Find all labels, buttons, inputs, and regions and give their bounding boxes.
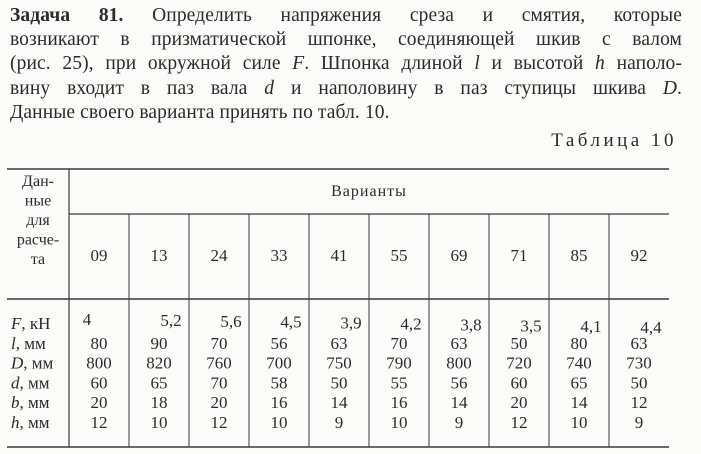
table-cell: 4,4 (640, 318, 662, 338)
table-cell: 50 (510, 333, 528, 353)
table-cell: 14 (570, 393, 588, 413)
table-cell: 16 (390, 393, 408, 413)
row-symbol: h (11, 413, 20, 432)
row-label (10, 354, 54, 373)
problem-text (10, 4, 682, 125)
table-cell: 760 (206, 353, 232, 373)
row-symbol: F (11, 314, 22, 333)
problem-text-run: Определить напряжения среза и смятия, которые (123, 5, 683, 26)
corner-header-line: ные (24, 192, 52, 210)
data-table-grid (5, 167, 695, 449)
table-cell: 12 (90, 413, 108, 432)
variable-symbol: d (264, 77, 275, 99)
problem-text-run: возникают в призматической шпонке, соединяющей шкив с валом (10, 29, 682, 51)
table-cell: 63 (450, 333, 468, 353)
problem-text-run: Данные своего варианта принять по табл. 10. (10, 101, 390, 123)
variant-number: 85 (570, 246, 588, 265)
table-cell: 3,5 (520, 316, 542, 336)
row-symbol: D (11, 353, 24, 373)
table-cell: 56 (270, 333, 288, 353)
problem-text-run: (рис. 25), при окружной силе (10, 53, 293, 75)
variant-number: 92 (630, 246, 648, 265)
table-cell: 20 (510, 393, 528, 413)
variant-number: 24 (210, 246, 228, 265)
variant-number: 13 (150, 246, 168, 265)
table-cell: 730 (626, 353, 652, 373)
table-cell: 820 (146, 353, 172, 373)
table-cell: 10 (570, 413, 588, 432)
table-cell: 740 (566, 353, 592, 373)
table-cell: 70 (390, 333, 408, 353)
variable-symbol: D (662, 77, 678, 99)
variable-symbol: F (292, 53, 305, 75)
table-cell: 4 (82, 310, 92, 329)
variant-number: 33 (270, 246, 288, 265)
table-cell: 12 (630, 393, 648, 413)
table-cell: 3,9 (340, 313, 362, 333)
corner-header-line: расче- (16, 231, 60, 249)
table-cell: 4,5 (280, 312, 302, 332)
row-unit: , мм (15, 333, 46, 353)
problem-text-run: . (677, 77, 683, 99)
row-label (11, 393, 50, 412)
table-cell: 750 (326, 353, 352, 373)
variant-number: 55 (390, 246, 408, 265)
row-unit: , мм (19, 413, 50, 432)
row-unit: , мм (19, 373, 50, 393)
problem-line (10, 101, 682, 125)
row-unit: , мм (19, 393, 50, 413)
row-unit: , кН (21, 314, 51, 333)
table-cell: 12 (510, 413, 528, 432)
row-label (10, 314, 50, 333)
table-cell: 4,2 (400, 314, 422, 334)
problem-text-run: и высотой (479, 53, 596, 75)
problem-text-run: . Шпонка длиной (304, 53, 475, 75)
table-cell: 720 (506, 353, 532, 373)
table-cell: 5,2 (160, 310, 182, 330)
table-cell: 18 (150, 393, 168, 413)
table-cell: 20 (210, 393, 228, 413)
variable-symbol: l (474, 53, 480, 75)
variant-number: 09 (90, 246, 108, 265)
row-label (11, 413, 50, 432)
variable-symbol: h (595, 53, 605, 75)
table-cell: 14 (330, 393, 348, 413)
table-cell: 58 (270, 373, 288, 393)
table-cell: 60 (510, 373, 528, 393)
table-cell: 70 (210, 333, 228, 353)
table-cell: 63 (330, 333, 348, 353)
table-cell: 60 (90, 373, 108, 393)
table-cell: 10 (270, 413, 288, 432)
corner-header-line: та (30, 251, 46, 268)
table-cell: 700 (266, 353, 292, 373)
variant-number: 71 (510, 246, 528, 265)
table-cell: 14 (450, 393, 468, 413)
table-caption: Таблица 10 (551, 130, 677, 151)
table-cell: 56 (450, 373, 468, 393)
variants-header: Варианты (331, 183, 407, 200)
variant-number: 41 (330, 246, 348, 265)
table-cell: 10 (390, 413, 408, 432)
table-cell: 50 (330, 373, 348, 393)
problem-line (10, 77, 682, 101)
table-cell: 80 (90, 333, 108, 353)
table-cell: 9 (634, 413, 644, 432)
table-cell: 16 (270, 393, 288, 413)
data-table (5, 167, 695, 454)
problem-text-run: наполо- (604, 53, 683, 75)
row-label (11, 334, 46, 353)
table-cell: 9 (454, 413, 464, 432)
row-symbol: l (11, 333, 16, 353)
table-cell: 4,1 (580, 317, 602, 337)
problem-text-run: вину входит в паз вала (10, 77, 265, 99)
row-symbol: b (11, 393, 20, 413)
row-label (11, 373, 50, 392)
problem-number: Задача 81. (10, 5, 124, 26)
problem-line (10, 4, 682, 28)
row-symbol: d (11, 373, 20, 393)
table-cell: 55 (390, 373, 408, 393)
table-cell: 70 (210, 373, 228, 393)
table-cell: 65 (570, 373, 588, 393)
variant-number: 69 (450, 246, 468, 265)
table-cell: 63 (630, 333, 648, 353)
table-cell: 790 (386, 353, 412, 373)
table-cell: 65 (150, 373, 168, 393)
table-cell: 12 (210, 413, 228, 432)
problem-line (10, 28, 682, 52)
table-cell: 80 (570, 333, 588, 353)
table-cell: 800 (446, 353, 472, 373)
table-cell: 3,8 (460, 315, 482, 335)
table-cell: 10 (150, 413, 168, 432)
table-cell: 5,6 (220, 311, 242, 331)
table-cell: 90 (150, 333, 168, 353)
table-cell: 800 (86, 353, 112, 373)
corner-header-line: для (26, 212, 50, 229)
problem-line (10, 52, 682, 76)
row-unit: , мм (23, 353, 54, 373)
table-cell: 9 (334, 413, 344, 432)
table-cell: 50 (630, 373, 648, 393)
corner-header-line: Дан- (22, 173, 54, 190)
problem-text-run: и наполовину в паз ступицы шкива (274, 77, 663, 99)
table-cell: 20 (90, 393, 108, 413)
